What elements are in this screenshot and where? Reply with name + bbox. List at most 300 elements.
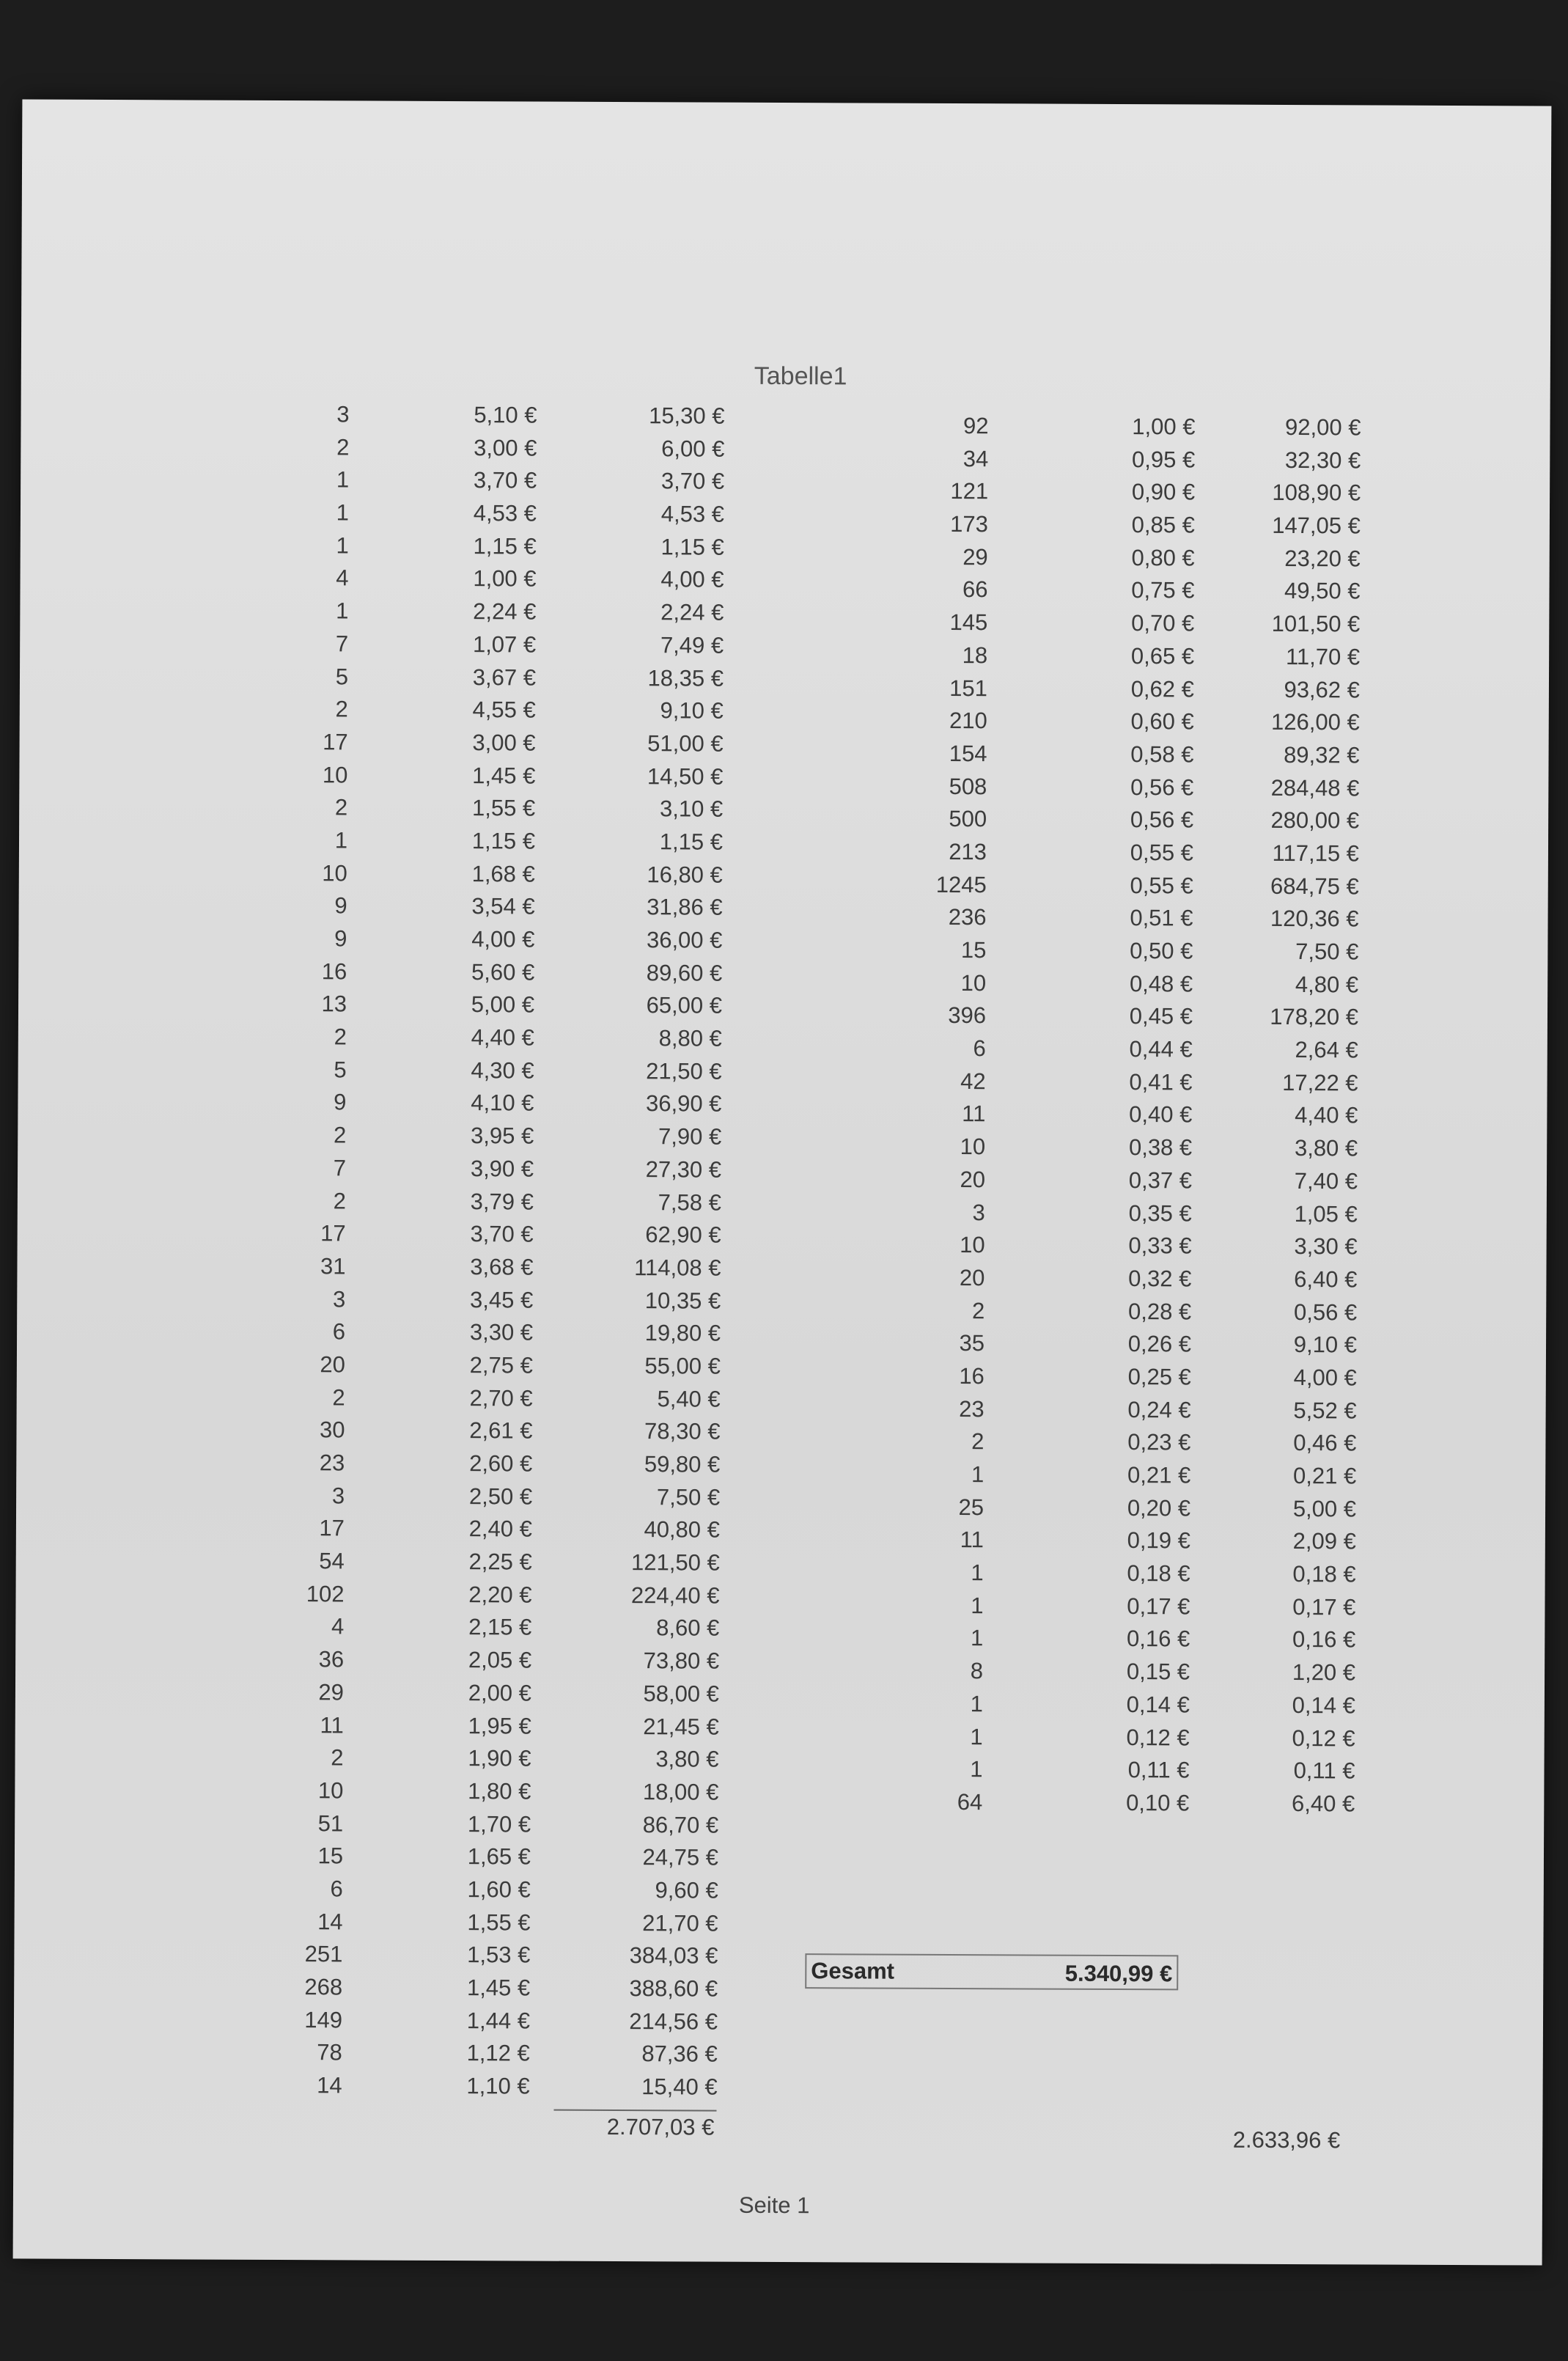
- unit-price-cell: 1,55 €: [467, 1909, 531, 1936]
- line-total-cell: 51,00 €: [647, 730, 724, 757]
- qty-cell: 236: [948, 904, 987, 930]
- unit-price-cell: 0,51 €: [1130, 905, 1193, 931]
- line-total-cell: 1,15 €: [660, 534, 724, 560]
- qty-cell: 213: [949, 838, 987, 865]
- table-row: [16, 1448, 749, 1484]
- table-row: [16, 1481, 749, 1517]
- line-total-cell: 1,20 €: [1292, 1659, 1356, 1686]
- table-row: [751, 903, 1382, 939]
- unit-price-cell: 5,60 €: [471, 958, 535, 985]
- table-row: [16, 1416, 749, 1452]
- table-row: [749, 1428, 1380, 1463]
- line-total-cell: 0,14 €: [1292, 1692, 1355, 1719]
- unit-price-cell: 0,18 €: [1127, 1560, 1190, 1587]
- unit-price-cell: 4,40 €: [471, 1024, 534, 1051]
- qty-cell: 34: [962, 445, 989, 471]
- line-total-cell: 17,22 €: [1282, 1069, 1358, 1096]
- line-total-cell: 9,10 €: [660, 697, 724, 724]
- table-row: [14, 1940, 747, 1976]
- unit-price-cell: 0,60 €: [1130, 708, 1194, 735]
- table-row: [17, 1285, 750, 1321]
- table-row: [17, 1383, 750, 1419]
- table-row: [748, 1624, 1379, 1659]
- unit-price-cell: 1,55 €: [471, 795, 536, 821]
- qty-cell: 17: [320, 1220, 346, 1246]
- qty-cell: 151: [949, 675, 988, 701]
- line-total-cell: 9,60 €: [655, 1877, 718, 1903]
- qty-cell: 2: [971, 1428, 984, 1455]
- line-total-cell: 0,11 €: [1293, 1758, 1355, 1784]
- table-row: [751, 969, 1382, 1005]
- table-row: [15, 1645, 748, 1681]
- qty-cell: 2: [333, 1122, 347, 1148]
- qty-cell: 42: [960, 1068, 986, 1094]
- unit-price-cell: 0,35 €: [1128, 1200, 1192, 1226]
- unit-price-cell: 2,60 €: [469, 1450, 533, 1477]
- qty-cell: 6: [973, 1035, 986, 1062]
- qty-cell: 64: [957, 1788, 983, 1815]
- line-total-cell: 16,80 €: [647, 861, 723, 888]
- qty-cell: 251: [304, 1941, 343, 1967]
- unit-price-cell: 1,60 €: [467, 1876, 531, 1903]
- qty-cell: 6: [330, 1876, 343, 1902]
- unit-price-cell: 1,70 €: [467, 1810, 531, 1837]
- unit-price-cell: 0,14 €: [1126, 1691, 1190, 1718]
- unit-price-cell: 0,95 €: [1132, 446, 1196, 473]
- unit-price-cell: 3,00 €: [472, 730, 536, 756]
- line-total-cell: 87,36 €: [641, 2041, 718, 2068]
- unit-price-cell: 3,70 €: [473, 467, 537, 493]
- unit-price-cell: 0,33 €: [1128, 1233, 1192, 1259]
- qty-cell: 7: [333, 1155, 347, 1181]
- qty-cell: 10: [317, 1777, 344, 1804]
- qty-cell: 508: [949, 773, 987, 799]
- qty-cell: 9: [334, 925, 347, 952]
- table-row: [751, 1198, 1381, 1233]
- line-total-cell: 65,00 €: [646, 992, 723, 1019]
- table-row: [748, 1788, 1378, 1824]
- qty-cell: 2: [334, 794, 348, 820]
- line-total-cell: 15,40 €: [641, 2074, 718, 2100]
- line-total-cell: 3,80 €: [655, 1746, 719, 1772]
- line-total-cell: 21,50 €: [646, 1057, 722, 1084]
- table-row: [18, 990, 751, 1026]
- table-row: [17, 1318, 750, 1354]
- qty-cell: 1: [970, 1756, 983, 1782]
- qty-cell: 10: [322, 859, 347, 886]
- line-total-cell: 7,49 €: [660, 632, 724, 658]
- table-row: [14, 1907, 747, 1943]
- qty-cell: 54: [319, 1548, 345, 1574]
- qty-cell: 11: [962, 1101, 986, 1127]
- qty-cell: 1: [336, 598, 349, 624]
- qty-cell: 16: [959, 1362, 984, 1389]
- table-row: [754, 543, 1384, 579]
- table-row: [751, 1166, 1381, 1201]
- qty-cell: 145: [949, 609, 988, 636]
- unit-price-cell: 0,25 €: [1127, 1363, 1191, 1390]
- line-total-cell: 14,50 €: [647, 763, 724, 790]
- line-total-cell: 120,36 €: [1270, 906, 1359, 932]
- line-total-cell: 224,40 €: [630, 1582, 720, 1609]
- qty-cell: 23: [959, 1395, 984, 1422]
- table-row: [20, 662, 753, 698]
- line-total-cell: 114,08 €: [634, 1254, 721, 1281]
- qty-cell: 5: [334, 1057, 347, 1083]
- table-row: [15, 1579, 748, 1615]
- line-total-cell: 1,05 €: [1294, 1200, 1358, 1227]
- unit-price-cell: 3,95 €: [470, 1123, 534, 1149]
- line-total-cell: 93,62 €: [1284, 676, 1361, 702]
- unit-price-cell: 0,75 €: [1131, 577, 1195, 603]
- unit-price-cell: 0,28 €: [1127, 1298, 1192, 1324]
- table-row: [751, 936, 1382, 972]
- qty-cell: 2: [334, 1024, 347, 1050]
- unit-price-cell: 0,45 €: [1129, 1003, 1193, 1029]
- total-value: 5.340,99 €: [1064, 1960, 1173, 1987]
- unit-price-cell: 1,45 €: [472, 762, 536, 789]
- table-row: [753, 642, 1383, 677]
- qty-cell: 1245: [935, 871, 987, 897]
- line-total-cell: 6,40 €: [1294, 1266, 1358, 1293]
- table-row: [752, 805, 1383, 840]
- qty-cell: 30: [319, 1417, 345, 1443]
- unit-price-cell: 2,25 €: [468, 1549, 532, 1575]
- unit-price-cell: 0,56 €: [1130, 807, 1194, 833]
- printed-sheet: [13, 99, 1552, 2265]
- unit-price-cell: 4,30 €: [471, 1057, 534, 1084]
- qty-cell: 396: [948, 1002, 987, 1029]
- unit-price-cell: 0,21 €: [1127, 1462, 1191, 1488]
- unit-price-cell: 4,53 €: [473, 500, 537, 526]
- unit-price-cell: 1,53 €: [467, 1942, 531, 1968]
- unit-price-cell: 4,00 €: [471, 926, 535, 952]
- qty-cell: 1: [336, 499, 350, 526]
- qty-cell: 23: [319, 1450, 345, 1476]
- qty-cell: 20: [959, 1264, 985, 1291]
- unit-price-cell: 0,16 €: [1127, 1626, 1190, 1652]
- unit-price-cell: 0,11 €: [1127, 1757, 1190, 1783]
- unit-price-cell: 0,50 €: [1130, 938, 1193, 964]
- table-row: [15, 1776, 748, 1812]
- line-total-cell: 388,60 €: [629, 1975, 718, 2002]
- table-row: [17, 1252, 750, 1288]
- line-total-cell: 5,40 €: [657, 1385, 721, 1412]
- line-total-cell: 86,70 €: [642, 1811, 719, 1838]
- line-total-cell: 178,20 €: [1270, 1004, 1359, 1030]
- line-total-cell: 36,00 €: [646, 927, 723, 953]
- unit-price-cell: 0,85 €: [1131, 512, 1195, 538]
- table-row: [21, 531, 754, 567]
- unit-price-cell: 0,56 €: [1130, 774, 1194, 801]
- table-row: [15, 1744, 748, 1780]
- table-row: [748, 1755, 1378, 1791]
- table-row: [18, 1023, 751, 1059]
- table-row: [21, 400, 754, 436]
- qty-cell: 4: [331, 1613, 345, 1640]
- line-total-cell: 284,48 €: [1270, 774, 1360, 801]
- table-row: [19, 892, 752, 928]
- qty-cell: 149: [304, 2006, 343, 2033]
- qty-cell: 500: [949, 806, 987, 832]
- unit-price-cell: 0,32 €: [1128, 1265, 1192, 1292]
- unit-price-cell: 4,55 €: [472, 697, 536, 723]
- subtotal-rule: [553, 2110, 716, 2112]
- unit-price-cell: 2,50 €: [468, 1483, 533, 1510]
- table-row: [21, 499, 754, 535]
- line-total-cell: 18,00 €: [642, 1779, 719, 1805]
- unit-price-cell: 0,90 €: [1131, 479, 1196, 505]
- unit-price-cell: 1,90 €: [468, 1745, 531, 1771]
- unit-price-cell: 1,07 €: [472, 631, 537, 658]
- qty-cell: 7: [335, 631, 349, 657]
- qty-cell: 1: [970, 1723, 983, 1749]
- qty-cell: 3: [336, 401, 350, 427]
- unit-price-cell: 0,62 €: [1130, 675, 1195, 702]
- table-row: [20, 695, 753, 731]
- total-box: [805, 1953, 1178, 1990]
- table-row: [754, 510, 1384, 546]
- qty-cell: 2: [333, 1187, 346, 1213]
- unit-price-cell: 0,20 €: [1127, 1494, 1191, 1521]
- unit-price-cell: 5,00 €: [471, 991, 535, 1018]
- unit-price-cell: 3,67 €: [472, 664, 537, 691]
- qty-cell: 13: [321, 991, 347, 1017]
- table-row: [750, 1329, 1380, 1365]
- qty-cell: 92: [962, 413, 989, 439]
- table-row: [14, 2038, 747, 2074]
- line-total-cell: 117,15 €: [1272, 840, 1360, 867]
- line-total-cell: 32,30 €: [1284, 447, 1361, 474]
- unit-price-cell: 0,26 €: [1127, 1331, 1192, 1357]
- table-row: [16, 1547, 749, 1583]
- qty-cell: 4: [336, 565, 349, 591]
- unit-price-cell: 0,41 €: [1129, 1068, 1193, 1095]
- qty-cell: 3: [332, 1285, 346, 1312]
- line-total-cell: 23,20 €: [1284, 545, 1361, 572]
- unit-price-cell: 1,80 €: [468, 1778, 531, 1804]
- table-row: [751, 1002, 1382, 1037]
- line-total-cell: 3,80 €: [1294, 1135, 1358, 1161]
- line-total-cell: 8,80 €: [658, 1025, 722, 1051]
- unit-price-cell: 3,30 €: [469, 1319, 534, 1345]
- unit-price-cell: 2,40 €: [468, 1516, 533, 1542]
- unit-price-cell: 0,10 €: [1126, 1789, 1190, 1816]
- qty-cell: 51: [317, 1810, 344, 1836]
- unit-price-cell: 3,79 €: [470, 1188, 534, 1215]
- table-row: [19, 793, 752, 829]
- qty-cell: 10: [960, 969, 987, 996]
- qty-cell: 16: [321, 958, 347, 985]
- unit-price-cell: 1,95 €: [468, 1712, 531, 1739]
- line-total-cell: 89,60 €: [646, 959, 723, 986]
- qty-cell: 154: [949, 740, 987, 767]
- table-row: [753, 674, 1383, 709]
- line-total-cell: 3,70 €: [660, 468, 725, 495]
- table-row: [15, 1842, 748, 1878]
- unit-price-cell: 1,00 €: [473, 565, 537, 592]
- table-row: [20, 727, 753, 763]
- unit-price-cell: 3,45 €: [470, 1286, 534, 1313]
- table-row: [753, 576, 1383, 611]
- qty-cell: 1: [336, 466, 350, 493]
- table-row: [18, 957, 751, 993]
- line-total-cell: 0,18 €: [1292, 1561, 1356, 1587]
- unit-price-cell: 0,15 €: [1126, 1659, 1190, 1685]
- table-row: [14, 2005, 747, 2041]
- qty-cell: 10: [322, 761, 348, 787]
- line-total-cell: 384,03 €: [629, 1942, 718, 1969]
- table-row: [21, 466, 754, 502]
- qty-cell: 11: [320, 1711, 344, 1738]
- line-total-cell: 4,00 €: [1293, 1364, 1357, 1391]
- table-row: [18, 1088, 751, 1124]
- line-total-cell: 31,86 €: [647, 894, 723, 920]
- table-row: [14, 2071, 747, 2107]
- table-row: [748, 1657, 1379, 1692]
- qty-cell: 15: [960, 937, 987, 963]
- qty-cell: 17: [323, 729, 348, 755]
- line-total-cell: 6,00 €: [661, 435, 725, 462]
- unit-price-cell: 0,19 €: [1127, 1527, 1190, 1554]
- qty-cell: 2: [335, 696, 348, 722]
- line-total-cell: 21,70 €: [642, 1909, 718, 1936]
- table-row: [753, 609, 1383, 644]
- table-row: [751, 1133, 1381, 1168]
- line-total-cell: 92,00 €: [1284, 414, 1361, 441]
- line-total-cell: 0,21 €: [1292, 1463, 1357, 1489]
- line-total-cell: 4,80 €: [1295, 971, 1359, 998]
- line-total-cell: 18,35 €: [647, 664, 724, 691]
- qty-cell: 10: [960, 1134, 986, 1160]
- unit-price-cell: 0,80 €: [1131, 544, 1195, 571]
- table-row: [751, 1035, 1382, 1070]
- line-total-cell: 8,60 €: [656, 1615, 720, 1642]
- line-total-cell: 5,52 €: [1293, 1397, 1357, 1424]
- table-row: [20, 564, 753, 600]
- unit-price-cell: 5,10 €: [474, 402, 537, 428]
- line-total-cell: 121,50 €: [630, 1549, 720, 1576]
- table-row: [749, 1559, 1380, 1594]
- table-row: [16, 1514, 749, 1550]
- line-total-cell: 4,53 €: [660, 501, 725, 527]
- qty-cell: 20: [960, 1166, 986, 1193]
- line-total-cell: 73,80 €: [643, 1648, 720, 1674]
- qty-cell: 1: [336, 532, 349, 559]
- unit-price-cell: 0,40 €: [1129, 1101, 1193, 1128]
- table-row: [20, 629, 753, 665]
- left-price-table: [14, 400, 754, 2107]
- unit-price-cell: 0,55 €: [1130, 872, 1193, 899]
- table-row: [15, 1612, 748, 1648]
- table-row: [752, 740, 1383, 775]
- unit-price-cell: 1,65 €: [467, 1843, 531, 1870]
- unit-price-cell: 1,15 €: [473, 532, 537, 559]
- line-total-cell: 280,00 €: [1270, 807, 1360, 834]
- unit-price-cell: 1,68 €: [471, 860, 535, 887]
- unit-price-cell: 2,75 €: [469, 1352, 533, 1378]
- line-total-cell: 108,90 €: [1272, 480, 1361, 506]
- line-total-cell: 62,90 €: [645, 1222, 721, 1248]
- qty-cell: 9: [334, 1089, 347, 1115]
- table-row: [18, 1055, 751, 1091]
- line-total-cell: 0,17 €: [1292, 1593, 1356, 1620]
- line-total-cell: 7,58 €: [658, 1189, 721, 1216]
- unit-price-cell: 2,15 €: [468, 1614, 532, 1640]
- page-footer: Seite 1: [738, 2192, 810, 2219]
- line-total-cell: 147,05 €: [1272, 512, 1361, 539]
- line-total-cell: 2,09 €: [1292, 1528, 1356, 1554]
- table-row: [15, 1678, 748, 1714]
- unit-price-cell: 1,00 €: [1132, 414, 1196, 440]
- qty-cell: 1: [971, 1560, 984, 1586]
- table-row: [750, 1264, 1380, 1299]
- qty-cell: 210: [949, 708, 987, 734]
- line-total-cell: 2,24 €: [660, 599, 724, 625]
- left-subtotal: 2.707,03 €: [606, 2113, 715, 2140]
- line-total-cell: 19,80 €: [644, 1320, 721, 1346]
- line-total-cell: 5,00 €: [1292, 1495, 1357, 1522]
- qty-cell: 1: [971, 1592, 984, 1618]
- qty-cell: 14: [317, 2072, 342, 2099]
- table-row: [18, 1186, 751, 1222]
- unit-price-cell: 0,24 €: [1127, 1396, 1191, 1423]
- line-total-cell: 1,15 €: [659, 829, 724, 855]
- qty-cell: 2: [336, 434, 350, 460]
- table-row: [749, 1461, 1380, 1496]
- unit-price-cell: 2,00 €: [468, 1679, 532, 1706]
- qty-cell: 78: [317, 2039, 342, 2066]
- unit-price-cell: 3,68 €: [470, 1254, 534, 1280]
- table-row: [750, 1395, 1380, 1430]
- line-total-cell: 3,30 €: [1294, 1233, 1358, 1260]
- unit-price-cell: 3,54 €: [471, 893, 535, 919]
- unit-price-cell: 3,70 €: [470, 1221, 534, 1247]
- unit-price-cell: 2,20 €: [468, 1581, 532, 1608]
- line-total-cell: 24,75 €: [642, 1844, 719, 1870]
- line-total-cell: 11,70 €: [1285, 643, 1361, 670]
- unit-price-cell: 1,44 €: [466, 2007, 531, 2034]
- line-total-cell: 101,50 €: [1271, 611, 1361, 637]
- qty-cell: 173: [950, 511, 988, 537]
- qty-cell: 5: [335, 663, 349, 689]
- unit-price-cell: 0,23 €: [1127, 1429, 1191, 1455]
- line-total-cell: 4,00 €: [660, 566, 724, 593]
- unit-price-cell: 1,10 €: [466, 2073, 530, 2099]
- qty-cell: 268: [304, 1974, 343, 2000]
- line-total-cell: 3,10 €: [659, 796, 724, 822]
- qty-cell: 20: [320, 1351, 345, 1378]
- line-total-cell: 40,80 €: [644, 1516, 721, 1543]
- table-row: [751, 1231, 1381, 1266]
- unit-price-cell: 0,48 €: [1129, 970, 1193, 997]
- qty-cell: 2: [331, 1744, 344, 1771]
- line-total-cell: 36,90 €: [645, 1090, 722, 1117]
- qty-cell: 31: [320, 1253, 346, 1279]
- table-row: [19, 859, 752, 895]
- qty-cell: 1: [971, 1461, 984, 1488]
- line-total-cell: 15,30 €: [649, 403, 725, 429]
- unit-price-cell: 0,55 €: [1130, 840, 1194, 866]
- line-total-cell: 0,56 €: [1293, 1299, 1358, 1325]
- unit-price-cell: 0,65 €: [1130, 642, 1195, 669]
- qty-cell: 17: [319, 1515, 345, 1541]
- line-total-cell: 214,56 €: [629, 2008, 718, 2035]
- line-total-cell: 49,50 €: [1284, 578, 1361, 604]
- line-total-cell: 4,40 €: [1295, 1102, 1358, 1128]
- table-row: [17, 1350, 750, 1386]
- table-row: [751, 1100, 1381, 1135]
